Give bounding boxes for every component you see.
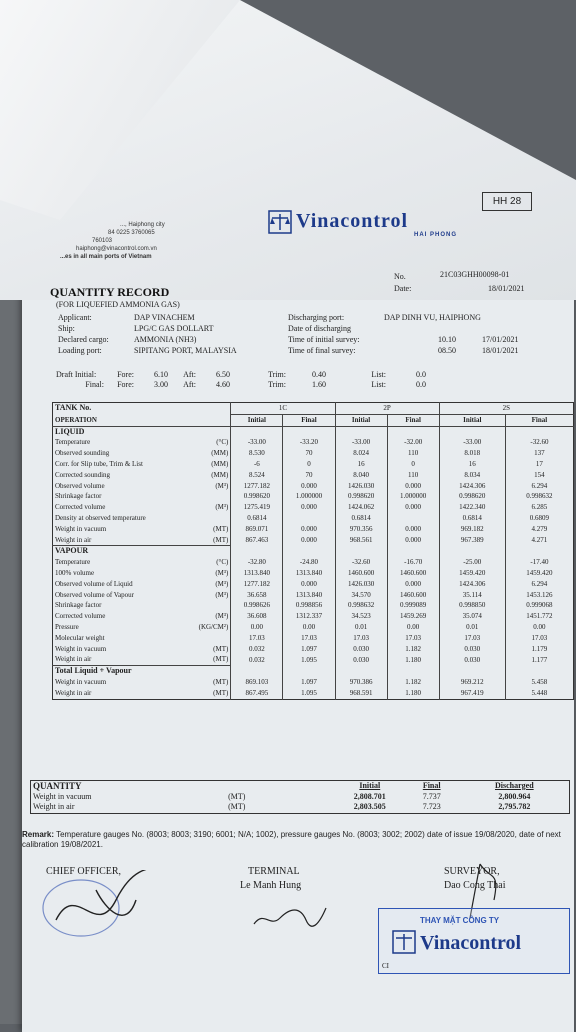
cell-value: 0.032 xyxy=(231,654,283,665)
quantity-initial-header: Initial xyxy=(359,781,381,790)
cell-value: 0.000 xyxy=(387,502,439,513)
trim-label: Trim: xyxy=(268,380,286,389)
row-unit: (MT) xyxy=(213,688,229,697)
cell-value: 17.03 xyxy=(231,633,283,644)
quantity-row-name: Weight in vacuum xyxy=(33,791,92,801)
table-row xyxy=(53,524,574,535)
table-row xyxy=(53,481,574,492)
table-row xyxy=(53,590,574,601)
row-unit: (°C) xyxy=(216,558,229,567)
info-value: DAP DINH VU, HAIPHONG xyxy=(384,313,481,322)
table-row xyxy=(53,654,574,665)
cell-value: 0.998632 xyxy=(335,600,387,611)
cell-value: 16 xyxy=(439,459,505,470)
cell-value: 17.03 xyxy=(439,633,505,644)
aft-final: 4.60 xyxy=(216,380,230,389)
col-initial: Initial xyxy=(231,414,283,426)
cell-value: 1453.126 xyxy=(505,590,573,601)
cell-value: 137 xyxy=(505,448,573,459)
info-date: 18/01/2021 xyxy=(482,346,519,355)
cell-value: 0.000 xyxy=(387,481,439,492)
cell-value: 0.00 xyxy=(283,622,335,633)
table-row xyxy=(53,557,574,568)
col-final: Final xyxy=(387,414,439,426)
row-label: Shrinkage factor xyxy=(55,492,102,501)
remark xyxy=(22,830,572,850)
cell-value: 1313.840 xyxy=(283,568,335,579)
table-row xyxy=(53,502,574,513)
company-tagline: ...es in all main ports of Vietnam xyxy=(60,254,152,260)
row-unit: (M³) xyxy=(215,579,229,588)
cell-value: 968.591 xyxy=(335,688,387,699)
cell-value: 0.998620 xyxy=(231,491,283,502)
table-row xyxy=(53,491,574,502)
cell-value: 1.000000 xyxy=(387,491,439,502)
cell-value: 4.271 xyxy=(505,535,573,546)
cell-value: 0.030 xyxy=(439,644,505,655)
cell-value: 17.03 xyxy=(505,633,573,644)
cell-value: 1459.420 xyxy=(439,568,505,579)
quantity-row-unit: (MT) xyxy=(228,802,246,811)
cell-value: 970.356 xyxy=(335,524,387,535)
quantity-discharged: 2,795.782 xyxy=(498,802,531,811)
cell-value: 0.000 xyxy=(283,502,335,513)
info-label: Discharging port: xyxy=(288,313,345,322)
row-label: Pressure xyxy=(55,622,79,631)
info-label: Time of final survey: xyxy=(288,346,356,355)
cell-value: 0.00 xyxy=(505,622,573,633)
table-row xyxy=(53,633,574,644)
cell-value: 0.032 xyxy=(231,644,283,655)
cell-value: 0.6814 xyxy=(231,513,283,524)
terminal-label: TERMINAL xyxy=(248,866,300,877)
col-initial: Initial xyxy=(439,414,505,426)
company-logo: Vinacontrol xyxy=(296,210,409,232)
cell-value: -25.00 xyxy=(439,557,505,568)
cell-value: 5.448 xyxy=(505,688,573,699)
cell-value: 36.608 xyxy=(231,611,283,622)
cell-value: -33.00 xyxy=(439,437,505,448)
cell-value: 5.458 xyxy=(505,677,573,688)
quantity-discharged: 2,800.964 xyxy=(498,791,531,801)
tank-2s: 2S xyxy=(439,403,573,415)
row-unit: (MT) xyxy=(213,535,229,544)
cell-value: 110 xyxy=(387,448,439,459)
info-value: LPG/C GAS DOLLART xyxy=(134,324,214,333)
chief-officer-signature xyxy=(36,870,186,940)
cell-value xyxy=(283,513,335,524)
quantity-final: 7.737 xyxy=(422,791,441,801)
vapour-section-label: VAPOUR xyxy=(53,546,231,557)
draft-block xyxy=(56,370,426,390)
row-label: Molecular weight xyxy=(55,633,105,642)
right-info xyxy=(288,312,518,356)
cell-value: 0.000 xyxy=(283,524,335,535)
cell-value: 1.180 xyxy=(387,654,439,665)
cell-value: 0.6814 xyxy=(439,513,505,524)
cell-value: 8.018 xyxy=(439,448,505,459)
row-label: Density at observed temperature xyxy=(55,513,146,522)
cell-value: 0.030 xyxy=(335,644,387,655)
cell-value: -16.70 xyxy=(387,557,439,568)
quantity-final: 7.723 xyxy=(422,802,441,811)
cell-value: 1.179 xyxy=(505,644,573,655)
row-unit: (°C) xyxy=(216,438,229,447)
cell-value: -32.60 xyxy=(335,557,387,568)
table-row xyxy=(53,470,574,481)
vapour-section-label-row xyxy=(53,546,574,557)
cell-value: 0.000 xyxy=(283,535,335,546)
col-final: Final xyxy=(283,414,335,426)
trim-final: 1.60 xyxy=(312,380,326,389)
info-value: AMMONIA (NH3) xyxy=(134,335,197,344)
info-date: 17/01/2021 xyxy=(482,335,519,344)
operation-label: OPERATION xyxy=(53,414,231,426)
row-unit: (M³) xyxy=(215,568,229,577)
info-label: Ship: xyxy=(58,324,75,333)
table-row xyxy=(53,644,574,655)
cell-value: 1451.772 xyxy=(505,611,573,622)
measurement-table xyxy=(52,402,574,700)
cell-value: 0.998850 xyxy=(439,600,505,611)
cell-value: 970.386 xyxy=(335,677,387,688)
stamp-scales-icon xyxy=(392,930,416,954)
cell-value: 8.530 xyxy=(231,448,283,459)
cell-value: 16 xyxy=(335,459,387,470)
cell-value: 154 xyxy=(505,470,573,481)
ref-date: 18/01/2021 xyxy=(488,284,525,293)
table-row xyxy=(53,579,574,590)
cell-value: 1275.419 xyxy=(231,502,283,513)
fore-label: Fore: xyxy=(117,380,134,389)
list-final: 0.0 xyxy=(416,380,426,389)
cell-value: -33.00 xyxy=(231,437,283,448)
table-row xyxy=(53,688,574,699)
cell-value: 0.000 xyxy=(387,579,439,590)
cell-value: 0 xyxy=(283,459,335,470)
cell-value: 6.285 xyxy=(505,502,573,513)
cell-value: 8.040 xyxy=(335,470,387,481)
cell-value: 1.180 xyxy=(387,688,439,699)
tank-1c: 1C xyxy=(231,403,335,415)
table-row xyxy=(53,568,574,579)
cell-value: 4.279 xyxy=(505,524,573,535)
cell-value: 1.097 xyxy=(283,644,335,655)
quantity-table xyxy=(30,780,570,814)
row-label: Corrected sounding xyxy=(55,470,111,479)
cell-value: 1277.182 xyxy=(231,579,283,590)
scales-logo-icon xyxy=(268,210,292,234)
row-label: Shrinkage factor xyxy=(55,601,102,610)
info-label: Applicant: xyxy=(58,313,92,322)
terminal-name: Le Manh Hung xyxy=(240,880,302,891)
cell-value: 1.097 xyxy=(283,677,335,688)
cell-value: 0.00 xyxy=(231,622,283,633)
stamp-title: THAY MẶT CÔNG TY xyxy=(420,916,500,925)
draft-label: Final: xyxy=(85,380,104,389)
cell-value: -33.00 xyxy=(335,437,387,448)
aft-label: Aft: xyxy=(183,380,196,389)
cell-value: 0.01 xyxy=(335,622,387,633)
quantity-row-unit: (MT) xyxy=(228,791,246,801)
cell-value: 6.294 xyxy=(505,481,573,492)
info-label: Loading port: xyxy=(58,346,102,355)
row-label: Observed volume of Liquid xyxy=(55,579,133,588)
row-label: Weight in air xyxy=(55,688,92,697)
info-label: Declared cargo: xyxy=(58,335,109,344)
row-unit: (MM) xyxy=(211,449,229,458)
cell-value: 1426.030 xyxy=(335,481,387,492)
cell-value: -24.80 xyxy=(283,557,335,568)
row-label: Weight in vacuum xyxy=(55,677,107,686)
liquid-section-label-row xyxy=(53,426,574,437)
remark-label: Remark: xyxy=(22,830,55,839)
cell-value: 0.000 xyxy=(387,524,439,535)
row-label: Weight in vacuum xyxy=(55,644,107,653)
trim-label: Trim: xyxy=(268,370,286,379)
cell-value: -6 xyxy=(231,459,283,470)
ref-date-label: Date: xyxy=(394,284,412,293)
cell-value: 8.024 xyxy=(335,448,387,459)
cell-value: 967.389 xyxy=(439,535,505,546)
quantity-label: QUANTITY xyxy=(33,781,82,791)
cell-value: 1424.062 xyxy=(335,502,387,513)
cell-value: 0.030 xyxy=(439,654,505,665)
cell-value: 1459.420 xyxy=(505,568,573,579)
cell-value: 1459.269 xyxy=(387,611,439,622)
cell-value: 1.177 xyxy=(505,654,573,665)
aft-initial: 6.50 xyxy=(216,370,230,379)
cell-value: 1460.600 xyxy=(387,590,439,601)
row-label: Temperature xyxy=(55,558,91,567)
table-row xyxy=(53,600,574,611)
aft-label: Aft: xyxy=(183,370,196,379)
row-label: Corrected volume xyxy=(55,503,106,512)
company-email: haiphong@vinacontrol.com.vn xyxy=(76,246,157,252)
cell-value: -32.00 xyxy=(387,437,439,448)
table-row xyxy=(53,448,574,459)
cell-value: 1460.600 xyxy=(387,568,439,579)
ref-no: 21C03GHH00098-01 xyxy=(440,270,510,279)
cell-value: 1313.840 xyxy=(231,568,283,579)
quantity-initial: 2,803.505 xyxy=(353,802,386,811)
cell-value: 0.000 xyxy=(283,481,335,492)
cell-value: 867.495 xyxy=(231,688,283,699)
quantity-row-name: Weight in air xyxy=(33,802,75,811)
row-unit: (MT) xyxy=(213,644,229,653)
cell-value: 0.000 xyxy=(387,535,439,546)
cell-value: 1.095 xyxy=(283,688,335,699)
company-address: ..., Haiphong city xyxy=(120,222,165,228)
cell-value: 0.00 xyxy=(387,622,439,633)
company-phone: 84 0225 3760065 xyxy=(108,230,155,236)
cell-value: 0 xyxy=(387,459,439,470)
cell-value: 17.03 xyxy=(387,633,439,644)
surveyor-name: Dao Cong Thai xyxy=(444,880,506,891)
stamp-logo: Vinacontrol xyxy=(420,932,522,954)
cell-value: 969.212 xyxy=(439,677,505,688)
cell-value: 1424.306 xyxy=(439,579,505,590)
stamp-corner: CI xyxy=(382,962,389,970)
row-label: Weight in vacuum xyxy=(55,524,107,533)
cell-value: 0.999089 xyxy=(387,600,439,611)
cell-value: 967.419 xyxy=(439,688,505,699)
row-unit: (M³) xyxy=(215,590,229,599)
table-row xyxy=(53,437,574,448)
cell-value: 8.524 xyxy=(231,470,283,481)
total-section-label-row xyxy=(53,666,574,677)
tank-2p: 2P xyxy=(335,403,439,415)
cell-value: 35.074 xyxy=(439,611,505,622)
cell-value: 968.561 xyxy=(335,535,387,546)
row-label: Corr. for Slip tube, Trim & List xyxy=(55,459,143,468)
quantity-final-header: Final xyxy=(422,781,441,790)
cell-value: 1424.306 xyxy=(439,481,505,492)
info-label: Time of initial survey: xyxy=(288,335,360,344)
table-row xyxy=(53,611,574,622)
cell-value: 0.999068 xyxy=(505,600,573,611)
row-unit: (M³) xyxy=(215,481,229,490)
cell-value: 36.658 xyxy=(231,590,283,601)
col-final: Final xyxy=(505,414,573,426)
tank-no-label: TANK No. xyxy=(55,403,92,413)
info-value: 10.10 xyxy=(438,335,456,344)
row-unit: (M³) xyxy=(215,612,229,621)
company-branch: HAI PHONG xyxy=(414,232,458,238)
cell-value: 1422.340 xyxy=(439,502,505,513)
row-label: 100% volume xyxy=(55,568,95,577)
info-label: Date of discharging xyxy=(288,324,351,333)
cell-value: 70 xyxy=(283,448,335,459)
cell-value: 1.095 xyxy=(283,654,335,665)
cell-value: 969.182 xyxy=(439,524,505,535)
terminal-signature xyxy=(250,900,330,930)
cell-value: -32.60 xyxy=(505,437,573,448)
row-unit: (MM) xyxy=(211,459,229,468)
table-row xyxy=(53,459,574,470)
row-unit: (MT) xyxy=(213,655,229,664)
liquid-section-label: LIQUID xyxy=(55,426,85,436)
left-info xyxy=(58,312,237,356)
list-initial: 0.0 xyxy=(416,370,426,379)
cell-value: -17.40 xyxy=(505,557,573,568)
chief-officer-label: CHIEF OFFICER, xyxy=(46,866,122,877)
remark-text: Temperature gauges No. (8003; 8003; 3190; 6001; N/A; 1002), pressure gauges No. (8003; 3002; 2002) date of issue 19/08/2020, date of next calibration 19/08/2021. xyxy=(22,830,561,849)
row-label: Corrected volume xyxy=(55,612,106,621)
row-unit: (MT) xyxy=(213,524,229,533)
col-initial: Initial xyxy=(335,414,387,426)
cell-value: 110 xyxy=(387,470,439,481)
row-unit: (MT) xyxy=(213,677,229,686)
info-value: 08.50 xyxy=(438,346,456,355)
table-row xyxy=(53,622,574,633)
trim-initial: 0.40 xyxy=(312,370,326,379)
cell-value: 35.114 xyxy=(439,590,505,601)
cell-value: 0.030 xyxy=(335,654,387,665)
fore-final: 3.00 xyxy=(154,380,168,389)
quantity-initial: 2,808.701 xyxy=(353,791,386,801)
list-label: List: xyxy=(371,370,386,379)
cell-value xyxy=(387,513,439,524)
ref-no-label: No. xyxy=(394,272,406,281)
total-section-label: Total Liquid + Vapour xyxy=(53,666,231,677)
cell-value: 867.463 xyxy=(231,535,283,546)
row-label: Observed volume xyxy=(55,481,105,490)
cell-value: 0.000 xyxy=(283,579,335,590)
cell-value: 0.998626 xyxy=(231,600,283,611)
cell-value: 0.998620 xyxy=(335,491,387,502)
document-subtitle: (FOR LIQUEFIED AMMONIA GAS) xyxy=(56,300,180,309)
cell-value: 34.570 xyxy=(335,590,387,601)
document-code: HH 28 xyxy=(482,192,532,211)
row-unit: (KG/CM²) xyxy=(198,622,229,631)
surveyor-label: SURVEYOR, xyxy=(444,866,500,877)
row-label: Weight in air xyxy=(55,535,92,544)
cell-value: 869.103 xyxy=(231,677,283,688)
cell-value: 0.998620 xyxy=(439,491,505,502)
table-row xyxy=(53,535,574,546)
row-unit: (MM) xyxy=(211,470,229,479)
info-value: SIPITANG PORT, MALAYSIA xyxy=(134,346,237,355)
cell-value: 17.03 xyxy=(283,633,335,644)
list-label: List: xyxy=(371,380,386,389)
info-value: DAP VINACHEM xyxy=(134,313,195,322)
cell-value: -33.20 xyxy=(283,437,335,448)
cell-value: 869.071 xyxy=(231,524,283,535)
cell-value: 0.01 xyxy=(439,622,505,633)
cell-value: 8.034 xyxy=(439,470,505,481)
table-row xyxy=(53,677,574,688)
tank-header-row xyxy=(53,403,574,415)
fore-initial: 6.10 xyxy=(154,370,168,379)
cell-value: 34.523 xyxy=(335,611,387,622)
table-row xyxy=(53,513,574,524)
cell-value: 1.182 xyxy=(387,677,439,688)
row-unit: (M³) xyxy=(215,503,229,512)
row-label: Temperature xyxy=(55,438,91,447)
row-label: Observed sounding xyxy=(55,449,110,458)
cell-value: 1460.600 xyxy=(335,568,387,579)
cell-value: 0.6814 xyxy=(335,513,387,524)
cell-value: -32.80 xyxy=(231,557,283,568)
cell-value: 1426.030 xyxy=(335,579,387,590)
cell-value: 1312.337 xyxy=(283,611,335,622)
cell-value: 1.000000 xyxy=(283,491,335,502)
operation-header-row xyxy=(53,414,574,426)
row-label: Weight in air xyxy=(55,655,92,664)
cell-value: 0.6809 xyxy=(505,513,573,524)
fore-label: Fore: xyxy=(117,370,134,379)
cell-value: 70 xyxy=(283,470,335,481)
cell-value: 0.998856 xyxy=(283,600,335,611)
cell-value: 1.182 xyxy=(387,644,439,655)
document-title: QUANTITY RECORD xyxy=(50,285,170,299)
cell-value: 1313.840 xyxy=(283,590,335,601)
cell-value: 6.294 xyxy=(505,579,573,590)
cell-value: 0.998632 xyxy=(505,491,573,502)
cell-value: 17.03 xyxy=(335,633,387,644)
quantity-discharged-header: Discharged xyxy=(494,781,534,790)
cell-value: 1277.182 xyxy=(231,481,283,492)
company-fax: 760103 xyxy=(92,238,113,244)
draft-label: Draft Initial: xyxy=(56,370,97,379)
cell-value: 17 xyxy=(505,459,573,470)
row-label: Observed volume of Vapour xyxy=(55,590,134,599)
